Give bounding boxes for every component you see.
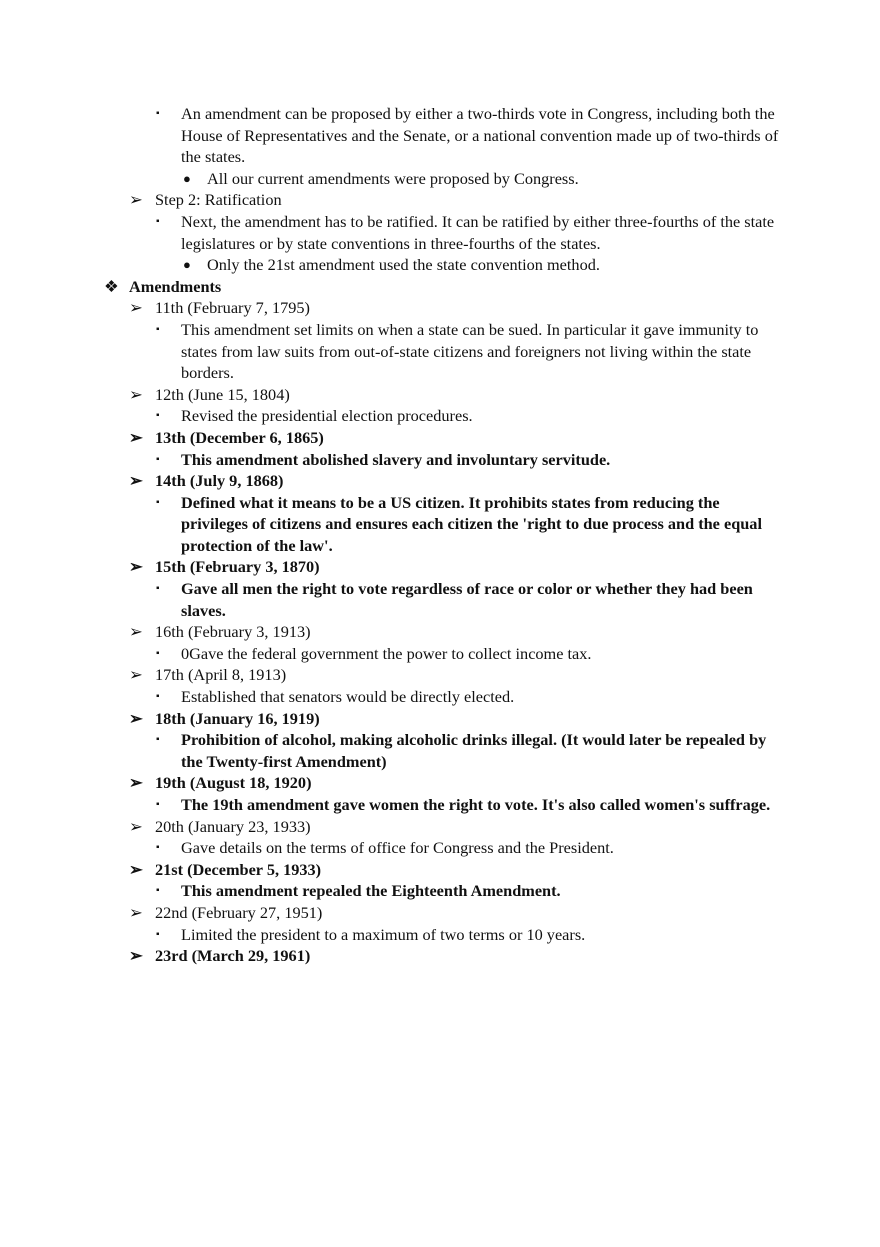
amendment-title: 14th (July 9, 1868): [155, 471, 284, 491]
amendment-title-item: [0, 621, 880, 643]
square-bullet: ▪: [156, 691, 160, 703]
amendment-desc-item: [0, 405, 880, 427]
square-bullet: ▪: [156, 583, 160, 595]
amendment-desc-item: [0, 686, 880, 708]
square-bullet: ▪: [156, 842, 160, 854]
amendment-title: 19th (August 18, 1920): [155, 773, 312, 793]
amendment-title: 21st (December 5, 1933): [155, 859, 322, 879]
amendment-desc-item: [0, 794, 880, 816]
amendment-desc-item: [0, 729, 880, 772]
square-bullet: ▪: [156, 799, 160, 810]
dot-bullet: ●: [183, 257, 191, 273]
arrow-bullet: ➢: [129, 665, 143, 685]
amendment-desc: This amendment abolished slavery and involuntary servitude.: [181, 449, 611, 469]
amendment-title: 22nd (February 27, 1951): [155, 902, 323, 922]
arrow-bullet: ➢: [129, 427, 143, 447]
amendment-title-item: [0, 708, 880, 730]
amendment-title-item: [0, 859, 880, 881]
arrow-bullet: ➢: [129, 859, 143, 879]
proposal-text: An amendment can be proposed by either a two-thirds vote in Congress, including both the House of Representatives and the Senate, or a national convention made up of two-thirds of the states.: [181, 104, 779, 167]
amendment-title: 11th (February 7, 1795): [155, 298, 310, 318]
proposal-item: [0, 103, 880, 168]
amendment-desc-item: [0, 449, 880, 471]
square-bullet: ▪: [156, 734, 160, 746]
step2-text: Next, the amendment has to be ratified. It can be ratified by either three-fourths of the state legislatures or by state conventions in three-fourths of the states.: [181, 211, 775, 253]
square-bullet: ▪: [156, 928, 160, 940]
amendment-title: 12th (June 15, 1804): [155, 384, 290, 404]
amendment-title-item: [0, 470, 880, 492]
amendment-title-item: [0, 945, 880, 967]
amendment-title-item: [0, 816, 880, 838]
arrow-bullet: ➢: [129, 946, 143, 966]
square-bullet: ▪: [156, 410, 160, 422]
amendment-desc-item: [0, 492, 880, 557]
step2-note-item: [0, 254, 880, 276]
amendments-heading: Amendments: [129, 276, 222, 296]
amendment-desc-item: [0, 880, 880, 902]
square-bullet: ▪: [156, 323, 160, 335]
amendment-title-item: [0, 427, 880, 449]
amendment-desc: This amendment repealed the Eighteenth Amendment.: [181, 881, 561, 901]
amendment-desc: Defined what it means to be a US citizen. It prohibits states from reducing the privileges of citizens and ensures each citizen the 'right to due process and the equal protection of the law'.: [181, 492, 762, 555]
step2-heading-item: [0, 189, 880, 211]
dot-bullet: ●: [183, 170, 191, 186]
amendment-title: 16th (February 3, 1913): [155, 622, 311, 642]
amendment-desc-item: [0, 319, 880, 384]
amendment-desc-item: [0, 924, 880, 946]
amendment-desc: 0Gave the federal government the power to collect income tax.: [181, 643, 592, 663]
amendment-title-item: [0, 556, 880, 578]
arrow-bullet: ➢: [129, 298, 143, 318]
amendment-title-item: [0, 664, 880, 686]
amendment-desc: This amendment set limits on when a state can be sued. In particular it gave immunity to states from law suits from out-of-state citizens and foreigners not living within the state borders.: [181, 319, 759, 383]
amendment-desc-item: [0, 643, 880, 665]
square-bullet: ▪: [156, 108, 160, 119]
amendment-desc-item: [0, 837, 880, 859]
arrow-bullet: ➢: [129, 816, 143, 836]
arrow-bullet: ➢: [129, 384, 143, 404]
amendments-heading-item: [0, 276, 880, 298]
square-bullet: ▪: [156, 647, 160, 659]
amendment-title-item: [0, 772, 880, 794]
arrow-bullet: ➢: [129, 557, 143, 577]
amendment-title: 20th (January 23, 1933): [155, 816, 311, 836]
proposal-note: All our current amendments were proposed by Congress.: [207, 168, 579, 188]
step2-text-item: [0, 211, 880, 254]
proposal-note-item: [0, 168, 880, 190]
amendment-desc: Revised the presidential election procedures.: [181, 406, 473, 426]
arrow-bullet: ➢: [129, 902, 143, 922]
amendment-desc: Prohibition of alcohol, making alcoholic drinks illegal. (It would later be repealed by the Twenty-first Amendment): [181, 730, 767, 771]
square-bullet: ▪: [156, 885, 160, 897]
amendment-desc: Limited the president to a maximum of two terms or 10 years.: [181, 924, 586, 944]
square-bullet: ▪: [156, 215, 160, 227]
amendment-title: 18th (January 16, 1919): [155, 708, 320, 728]
amendment-title: 23rd (March 29, 1961): [155, 946, 311, 966]
arrow-bullet: ➢: [129, 190, 143, 210]
arrow-bullet: ➢: [129, 708, 143, 728]
amendment-desc-item: [0, 578, 880, 621]
amendment-desc: Gave all men the right to vote regardless of race or color or whether they had been slaves.: [181, 579, 753, 620]
amendment-title-item: [0, 384, 880, 406]
amendment-desc: Gave details on the terms of office for Congress and the President.: [181, 838, 614, 858]
amendment-title-item: [0, 297, 880, 319]
diamond-bullet: ❖: [104, 276, 119, 296]
square-bullet: ▪: [156, 453, 160, 465]
arrow-bullet: ➢: [129, 622, 143, 642]
arrow-bullet: ➢: [129, 773, 143, 793]
amendment-desc: Established that senators would be directly elected.: [181, 687, 515, 707]
step2-note: Only the 21st amendment used the state convention method.: [207, 255, 600, 275]
amendment-title: 17th (April 8, 1913): [155, 665, 287, 685]
amendment-title-item: [0, 902, 880, 924]
arrow-bullet: ➢: [129, 471, 143, 491]
amendment-desc: The 19th amendment gave women the right to vote. It's also called women's suffrage.: [181, 795, 771, 814]
step2-heading: Step 2: Ratification: [155, 190, 282, 210]
amendment-title: 13th (December 6, 1865): [155, 427, 324, 447]
amendment-title: 15th (February 3, 1870): [155, 557, 320, 577]
square-bullet: ▪: [156, 496, 160, 508]
